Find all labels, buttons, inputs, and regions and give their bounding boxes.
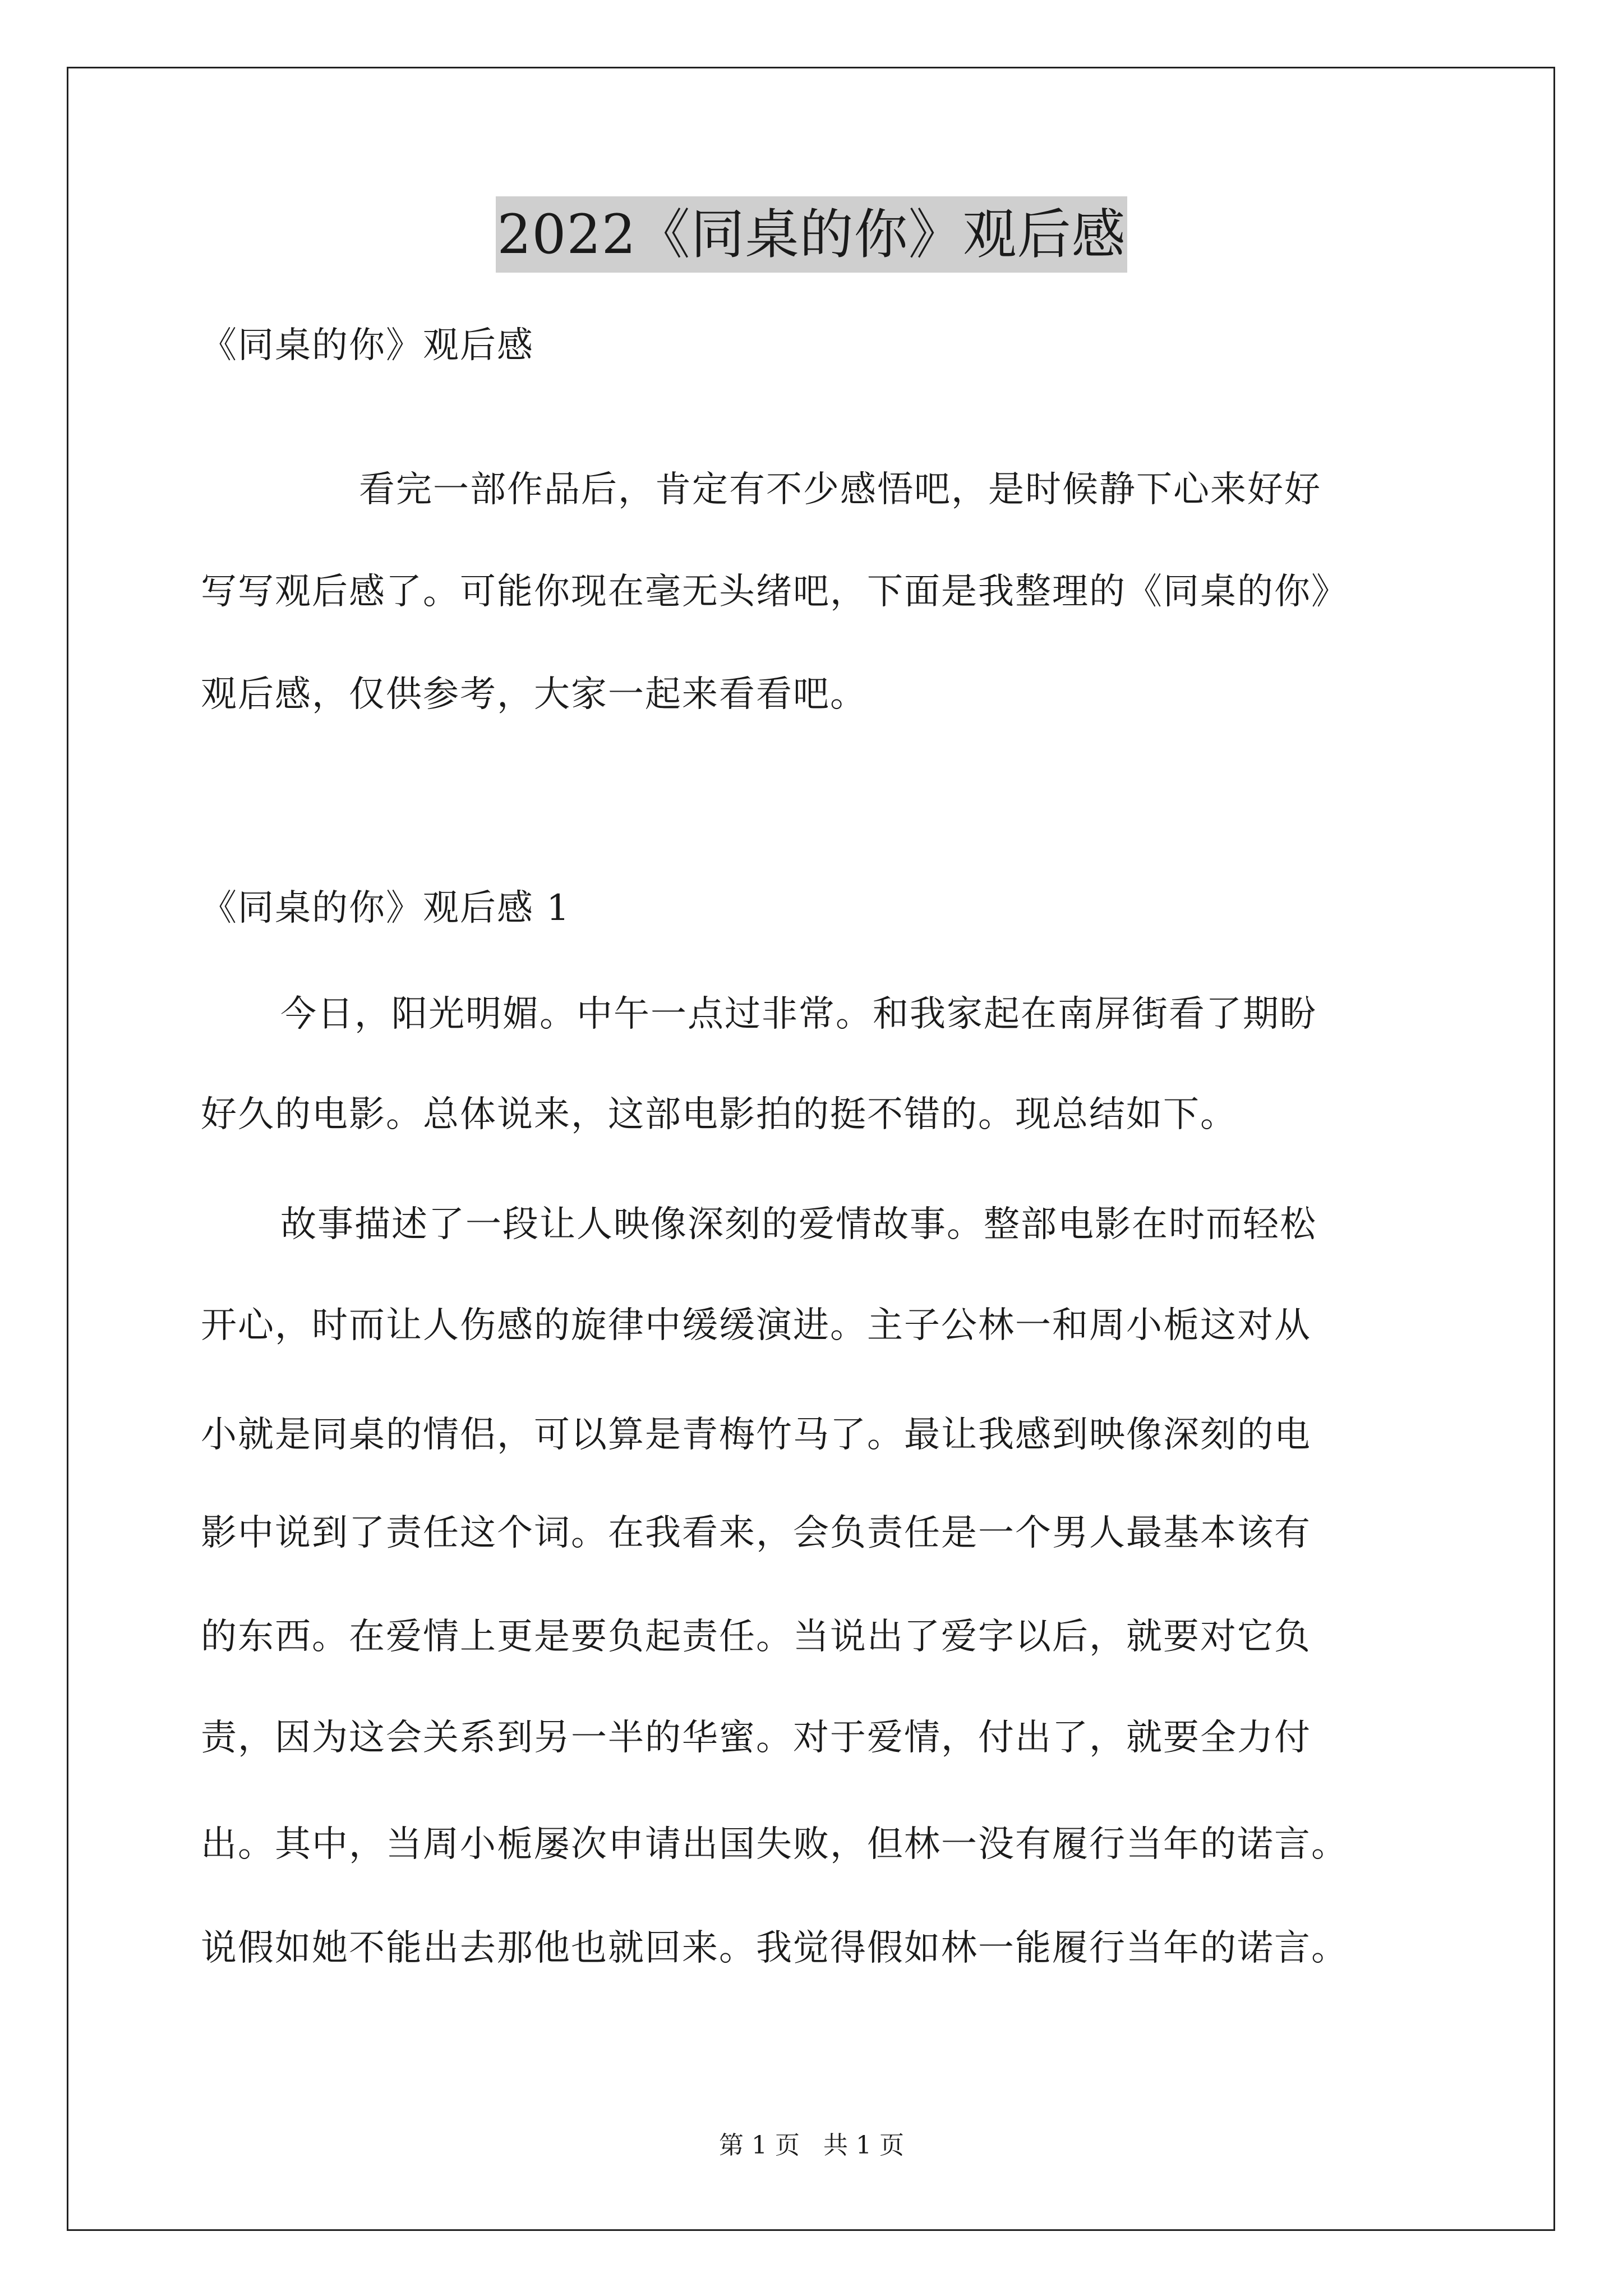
intro-line-1[interactable]: 看完一部作品后，肯定有不少感悟吧，是时候静下心来好好: [359, 469, 1321, 510]
body-line-1[interactable]: 今日，阳光明媚。中午一点过非常。和我家起在南屏街看了期盼: [280, 993, 1317, 1035]
section-heading[interactable]: 《同桌的你》观后感 1: [201, 887, 571, 929]
subtitle-line[interactable]: 《同桌的你》观后感: [201, 325, 534, 366]
body-line-9[interactable]: 出。其中，当周小栀屡次申请出国失败，但林一没有履行当年的诺言。: [201, 1824, 1348, 1865]
body-line-8[interactable]: 责，因为这会关系到另一半的华蜜。对于爱情，付出了，就要全力付: [201, 1717, 1311, 1759]
body-line-6[interactable]: 影中说到了责任这个词。在我看来，会负责任是一个男人最基本该有: [201, 1512, 1311, 1554]
body-line-10[interactable]: 说假如她不能出去那他也就回来。我觉得假如林一能履行当年的诺言。: [201, 1927, 1348, 1969]
body-line-5[interactable]: 小就是同桌的情侣，可以算是青梅竹马了。最让我感到映像深刻的电: [201, 1414, 1311, 1456]
page-footer: 第 1 页 共 1 页: [719, 2131, 904, 2160]
body-line-3[interactable]: 故事描述了一段让人映像深刻的爱情故事。整部电影在时而轻松: [280, 1204, 1317, 1245]
document-title[interactable]: 2022《同桌的你》观后感: [496, 196, 1127, 273]
body-line-2[interactable]: 好久的电影。总体说来，这部电影拍的挺不错的。现总结如下。: [201, 1094, 1237, 1135]
page-border: [67, 67, 1555, 2231]
body-line-7[interactable]: 的东西。在爱情上更是要负起责任。当说出了爱字以后，就要对它负: [201, 1616, 1311, 1658]
intro-line-3[interactable]: 观后感，仅供参考，大家一起来看看吧。: [201, 674, 867, 715]
intro-line-2[interactable]: 写写观后感了。可能你现在毫无头绪吧，下面是我整理的《同桌的你》: [201, 571, 1348, 613]
title-wrap: [0, 196, 1623, 273]
body-line-4[interactable]: 开心，时而让人伤感的旋律中缓缓演进。主子公林一和周小栀这对从: [201, 1305, 1311, 1346]
